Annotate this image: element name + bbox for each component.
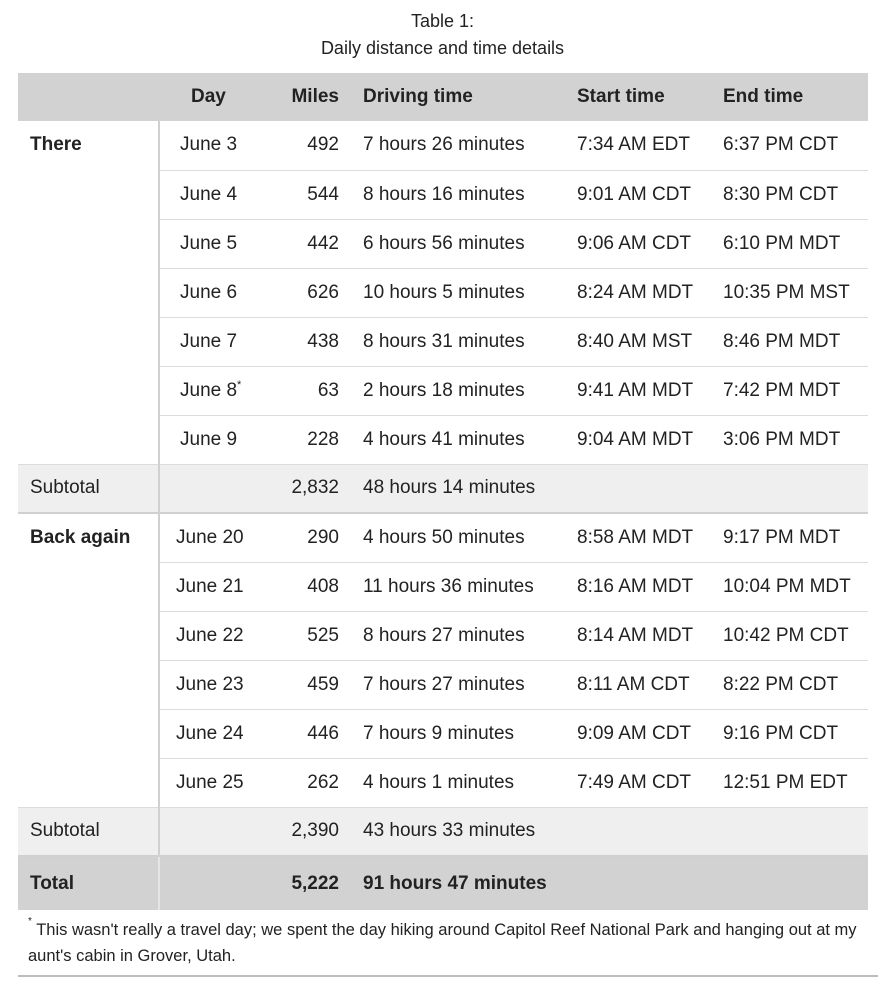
start-time-cell: 8:24 AM MDT xyxy=(577,281,694,303)
table-footnote xyxy=(18,913,878,977)
end-time-cell: 10:42 PM CDT xyxy=(723,624,849,646)
day-text: June 8 xyxy=(180,379,238,401)
driving-time-cell: 4 hours 1 minutes xyxy=(363,771,515,793)
day-cell: June 6 xyxy=(180,281,238,303)
table-header-row xyxy=(18,73,868,121)
start-time-cell: 9:01 AM CDT xyxy=(577,183,692,205)
total-row xyxy=(18,856,868,910)
start-time-cell: 9:09 AM CDT xyxy=(577,722,692,744)
start-time-cell: 7:34 AM EDT xyxy=(577,134,690,156)
day-cell: June 25 xyxy=(176,771,244,793)
header-end-time: End time xyxy=(723,86,804,107)
end-time-cell: 8:22 PM CDT xyxy=(723,673,839,695)
subtotal-row-there xyxy=(18,464,868,513)
caption-line-1: Table 1: xyxy=(410,11,475,31)
miles-cell: 228 xyxy=(307,428,339,450)
group-label-there: There xyxy=(18,121,159,464)
start-time-cell: 9:06 AM CDT xyxy=(577,232,692,254)
start-time-cell: 8:16 AM MDT xyxy=(577,575,694,597)
miles-cell: 492 xyxy=(307,134,339,156)
miles-cell: 442 xyxy=(307,232,339,254)
day-cell xyxy=(159,366,271,415)
subtotal-day-empty xyxy=(159,464,271,513)
caption-line-2: Daily distance and time details xyxy=(320,38,565,58)
start-time-cell: 9:41 AM MDT xyxy=(577,379,694,401)
miles-cell: 63 xyxy=(317,379,339,401)
subtotal-miles: 2,832 xyxy=(291,477,339,499)
day-cell: June 9 xyxy=(180,428,238,450)
driving-time-cell: 10 hours 5 minutes xyxy=(363,281,525,303)
total-label: Total xyxy=(18,856,159,910)
footnote-marker: * xyxy=(237,378,242,391)
subtotal-label: Subtotal xyxy=(18,464,159,513)
subtotal-driving-time: 43 hours 33 minutes xyxy=(363,820,536,842)
end-time-cell: 10:35 PM MST xyxy=(723,281,850,303)
end-time-cell: 8:30 PM CDT xyxy=(723,183,839,205)
group-label-back-again: Back again xyxy=(18,513,159,807)
header-group xyxy=(18,73,159,121)
footnote-mark: * xyxy=(28,916,32,927)
driving-time-cell: 7 hours 26 minutes xyxy=(363,134,525,156)
end-time-cell: 8:46 PM MDT xyxy=(723,330,841,352)
driving-time-cell: 8 hours 16 minutes xyxy=(363,183,525,205)
miles-cell: 262 xyxy=(307,771,339,793)
footnote-text: This wasn't really a travel day; we spent the day hiking around Capitol Reef National Park and hanging out at my aunt's cabin in Grover, Utah. xyxy=(28,921,857,965)
subtotal-label: Subtotal xyxy=(18,807,159,856)
subtotal-miles: 2,390 xyxy=(291,820,339,842)
header-start-time: Start time xyxy=(577,86,665,107)
end-time-cell: 6:10 PM MDT xyxy=(723,232,841,254)
subtotal-driving-time: 48 hours 14 minutes xyxy=(363,477,536,499)
subtotal-row-back xyxy=(18,807,868,856)
miles-cell: 525 xyxy=(307,624,339,646)
miles-cell: 544 xyxy=(307,183,339,205)
day-cell: June 21 xyxy=(176,575,244,597)
table-caption xyxy=(0,0,885,64)
day-cell: June 7 xyxy=(180,330,238,352)
day-cell: June 3 xyxy=(180,134,238,156)
driving-time-cell: 6 hours 56 minutes xyxy=(363,232,525,254)
travel-table xyxy=(18,73,868,910)
day-cell: June 4 xyxy=(180,183,238,205)
header-miles: Miles xyxy=(291,86,339,107)
driving-time-cell: 11 hours 36 minutes xyxy=(363,575,534,597)
start-time-cell: 8:11 AM CDT xyxy=(577,673,690,695)
start-time-cell: 7:49 AM CDT xyxy=(577,771,692,793)
start-time-cell: 8:58 AM MDT xyxy=(577,526,694,548)
day-cell: June 20 xyxy=(176,526,244,548)
miles-cell: 408 xyxy=(307,575,339,597)
end-time-cell: 10:04 PM MDT xyxy=(723,575,851,597)
header-driving-time: Driving time xyxy=(363,86,473,107)
subtotal-day-empty xyxy=(159,807,271,856)
header-day: Day xyxy=(191,86,226,107)
start-time-cell: 8:14 AM MDT xyxy=(577,624,694,646)
miles-cell: 290 xyxy=(307,526,339,548)
end-time-cell: 7:42 PM MDT xyxy=(723,379,841,401)
day-cell: June 24 xyxy=(176,722,244,744)
total-day-empty xyxy=(159,856,271,910)
end-time-cell: 6:37 PM CDT xyxy=(723,134,839,156)
miles-cell: 446 xyxy=(307,722,339,744)
day-cell: June 5 xyxy=(180,232,238,254)
total-driving-time: 91 hours 47 minutes xyxy=(363,872,547,894)
miles-cell: 459 xyxy=(307,673,339,695)
driving-time-cell: 4 hours 41 minutes xyxy=(363,428,525,450)
driving-time-cell: 7 hours 27 minutes xyxy=(363,673,525,695)
end-time-cell: 12:51 PM EDT xyxy=(723,771,848,793)
end-time-cell: 9:16 PM CDT xyxy=(723,722,839,744)
start-time-cell: 9:04 AM MDT xyxy=(577,428,694,450)
day-cell: June 22 xyxy=(176,624,244,646)
total-miles: 5,222 xyxy=(291,872,339,894)
driving-time-cell: 8 hours 27 minutes xyxy=(363,624,525,646)
driving-time-cell: 4 hours 50 minutes xyxy=(363,526,525,548)
table-row xyxy=(18,121,868,170)
start-time-cell: 8:40 AM MST xyxy=(577,330,693,352)
driving-time-cell: 7 hours 9 minutes xyxy=(363,722,515,744)
table-row xyxy=(18,513,868,562)
miles-cell: 438 xyxy=(307,330,339,352)
end-time-cell: 3:06 PM MDT xyxy=(723,428,841,450)
driving-time-cell: 8 hours 31 minutes xyxy=(363,330,525,352)
driving-time-cell: 2 hours 18 minutes xyxy=(363,379,525,401)
end-time-cell: 9:17 PM MDT xyxy=(723,526,841,548)
day-cell: June 23 xyxy=(176,673,244,695)
miles-cell: 626 xyxy=(307,281,339,303)
